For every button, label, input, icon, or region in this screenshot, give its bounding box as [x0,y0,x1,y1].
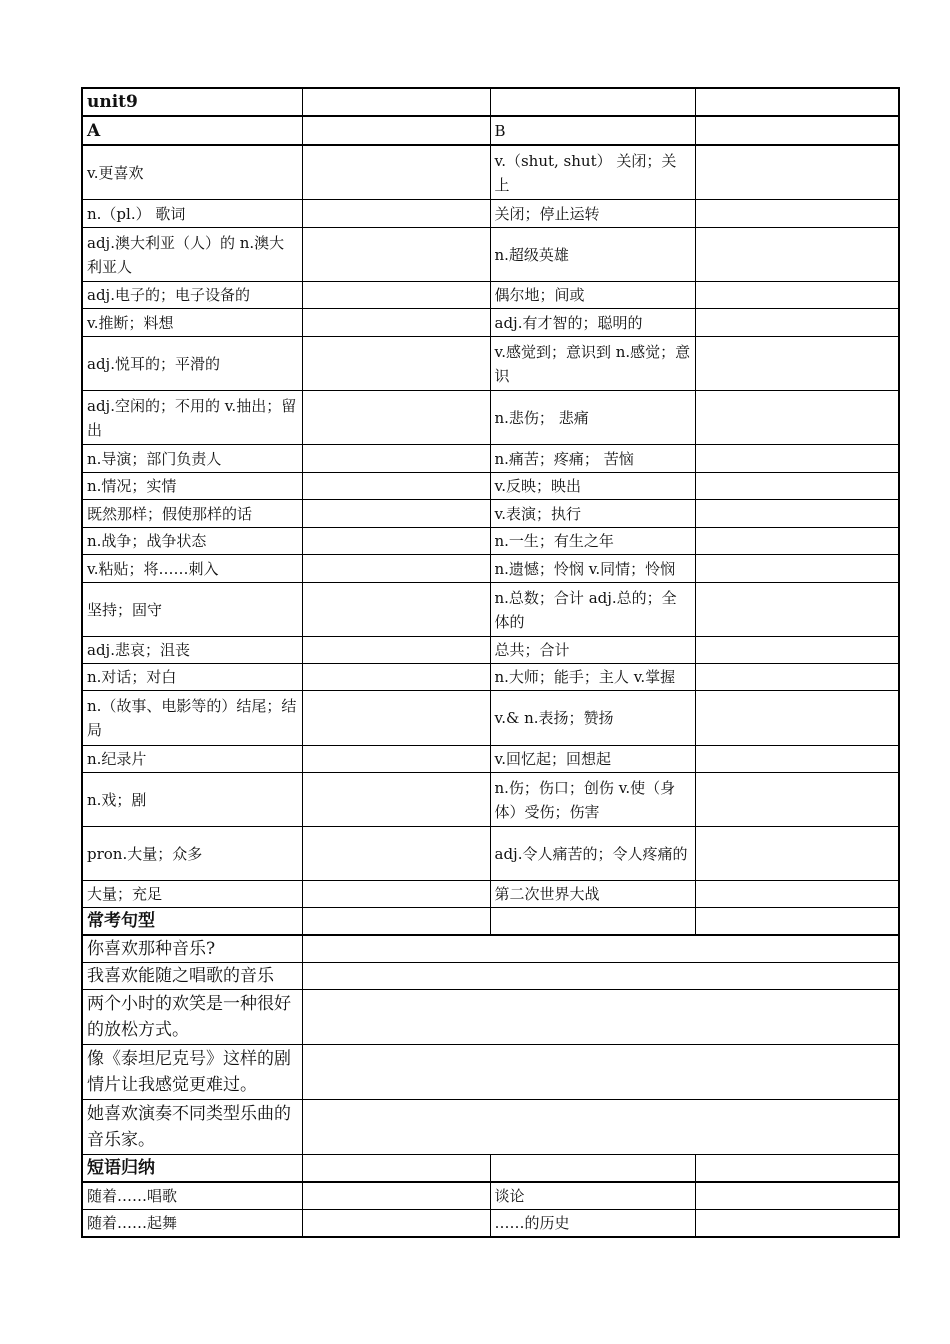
table-cell-a: n.（pl.） 歌词 [82,200,302,228]
table-cell-b [302,145,490,200]
table-cell-a: 两个小时的欢笑是一种很好的放松方式。 [82,990,302,1045]
table-cell-b [302,555,490,583]
table-cell-c: v.回忆起；回想起 [490,746,695,773]
table-cell-d [695,637,899,664]
table-cell-d [695,500,899,528]
table-row [82,337,899,391]
table-cell-b [302,473,490,500]
table-cell-d [695,391,899,445]
table-cell-b [302,773,490,827]
table-row [82,908,899,936]
table-cell-c: v.& n.表扬；赞扬 [490,691,695,746]
table-cell-b [302,583,490,637]
table-cell-d [695,228,899,282]
table-cell-a: adj.澳大利亚（人）的 n.澳大利亚人 [82,228,302,282]
table-cell-c: n.伤；伤口；创伤 v.使（身体）受伤；伤害 [490,773,695,827]
table-row [82,200,899,228]
table-cell-c: n.痛苦；疼痛； 苦恼 [490,445,695,473]
table-cell-c: 第二次世界大战 [490,881,695,908]
table-row [82,228,899,282]
table-row [82,1045,899,1100]
table-cell-c: v.（shut, shut） 关闭；关上 [490,145,695,200]
table-cell-a: v.推断；料想 [82,309,302,337]
table-row [82,935,899,963]
table-cell-b [302,963,899,990]
table-cell-d [695,691,899,746]
table-cell-a: 她喜欢演奏不同类型乐曲的音乐家。 [82,1100,302,1155]
table-cell-b [302,228,490,282]
table-cell-b [302,337,490,391]
table-cell-d [695,555,899,583]
table-cell-c: n.遗憾；怜悯 v.同情；怜悯 [490,555,695,583]
table-row [82,637,899,664]
table-cell-b [302,200,490,228]
table-cell-d [695,881,899,908]
table-cell-a: n.导演；部门负责人 [82,445,302,473]
table-cell-a: 常考句型 [82,908,302,936]
table-cell-a: n.战争；战争状态 [82,528,302,555]
table-cell-d [695,1155,899,1183]
table-cell-a: adj.悦耳的；平滑的 [82,337,302,391]
table-cell-b [302,500,490,528]
table-cell-c: n.超级英雄 [490,228,695,282]
table-row [82,664,899,691]
table-row [82,1100,899,1155]
table-cell-a: 你喜欢那种音乐? [82,935,302,963]
table-cell-b [302,637,490,664]
table-cell-c: n.悲伤； 悲痛 [490,391,695,445]
table-row [82,309,899,337]
table-cell-d [695,528,899,555]
table-row [82,88,899,116]
table-cell-c [490,1155,695,1183]
table-row [82,881,899,908]
table-cell-d [695,583,899,637]
table-cell-a: A [82,116,302,145]
table-cell-a: v.粘贴；将……刺入 [82,555,302,583]
table-cell-b [302,1100,899,1155]
table-row [82,391,899,445]
table-cell-b [302,935,899,963]
table-cell-b [302,1155,490,1183]
table-cell-a: 我喜欢能随之唱歌的音乐 [82,963,302,990]
table-cell-a: v.更喜欢 [82,145,302,200]
table-cell-b [302,746,490,773]
table-cell-b [302,908,490,936]
table-cell-d [695,145,899,200]
table-row [82,282,899,309]
table-cell-d [695,1210,899,1238]
vocabulary-table [81,87,900,1238]
table-cell-d [695,908,899,936]
table-cell-b [302,309,490,337]
table-cell-d [695,116,899,145]
table-cell-c: B [490,116,695,145]
table-cell-a: n.情况；实情 [82,473,302,500]
table-cell-c: n.大师；能手；主人 v.掌握 [490,664,695,691]
table-cell-a: n.纪录片 [82,746,302,773]
table-cell-a: n.（故事、电影等的）结尾；结局 [82,691,302,746]
table-cell-d [695,445,899,473]
table-cell-c: ……的历史 [490,1210,695,1238]
table-cell-c: v.反映；映出 [490,473,695,500]
table-cell-a: 既然那样；假使那样的话 [82,500,302,528]
table-cell-c: 谈论 [490,1182,695,1210]
table-cell-d [695,664,899,691]
table-cell-b [302,282,490,309]
table-cell-d [695,827,899,881]
table-cell-b [302,1045,899,1100]
table-cell-a: 短语归纳 [82,1155,302,1183]
table-row [82,528,899,555]
table-cell-b [302,691,490,746]
table-row [82,116,899,145]
table-row [82,691,899,746]
table-cell-b [302,391,490,445]
table-cell-d [695,88,899,116]
table-row [82,1182,899,1210]
table-body [82,88,899,1237]
table-cell-b [302,881,490,908]
table-row [82,145,899,200]
table-cell-a: 随着……起舞 [82,1210,302,1238]
table-cell-d [695,309,899,337]
table-cell-a: 随着……唱歌 [82,1182,302,1210]
table-cell-c: 偶尔地；间或 [490,282,695,309]
table-cell-d [695,282,899,309]
table-cell-c: 总共；合计 [490,637,695,664]
table-cell-c [490,908,695,936]
table-cell-c: 关闭；停止运转 [490,200,695,228]
table-cell-b [302,827,490,881]
table-cell-c: n.总数；合计 adj.总的；全体的 [490,583,695,637]
table-cell-b [302,116,490,145]
table-cell-a: unit9 [82,88,302,116]
table-cell-b [302,88,490,116]
table-row [82,555,899,583]
table-cell-a: 像《泰坦尼克号》这样的剧情片让我感觉更难过。 [82,1045,302,1100]
table-row [82,746,899,773]
table-row [82,473,899,500]
table-row [82,445,899,473]
table-cell-c: adj.有才智的；聪明的 [490,309,695,337]
table-cell-d [695,200,899,228]
table-cell-b [302,664,490,691]
table-row [82,773,899,827]
table-cell-a: adj.悲哀；沮丧 [82,637,302,664]
table-cell-a: adj.电子的；电子设备的 [82,282,302,309]
table-cell-c: v.感觉到；意识到 n.感觉；意识 [490,337,695,391]
table-cell-d [695,746,899,773]
table-cell-d [695,473,899,500]
table-cell-a: 大量；充足 [82,881,302,908]
table-cell-b [302,1182,490,1210]
table-cell-c: n.一生；有生之年 [490,528,695,555]
table-cell-b [302,445,490,473]
table-cell-c: adj.令人痛苦的；令人疼痛的 [490,827,695,881]
table-cell-d [695,337,899,391]
table-row [82,827,899,881]
table-cell-c: v.表演；执行 [490,500,695,528]
table-cell-a: n.戏；剧 [82,773,302,827]
table-row [82,500,899,528]
table-cell-a: n.对话；对白 [82,664,302,691]
table-cell-a: pron.大量；众多 [82,827,302,881]
table-row [82,1210,899,1238]
table-row [82,990,899,1045]
table-row [82,583,899,637]
table-cell-d [695,773,899,827]
table-cell-b [302,990,899,1045]
table-row [82,1155,899,1183]
table-cell-b [302,528,490,555]
table-cell-a: adj.空闲的；不用的 v.抽出；留出 [82,391,302,445]
table-cell-b [302,1210,490,1238]
table-row [82,963,899,990]
table-cell-c [490,88,695,116]
table-cell-a: 坚持；固守 [82,583,302,637]
table-cell-d [695,1182,899,1210]
